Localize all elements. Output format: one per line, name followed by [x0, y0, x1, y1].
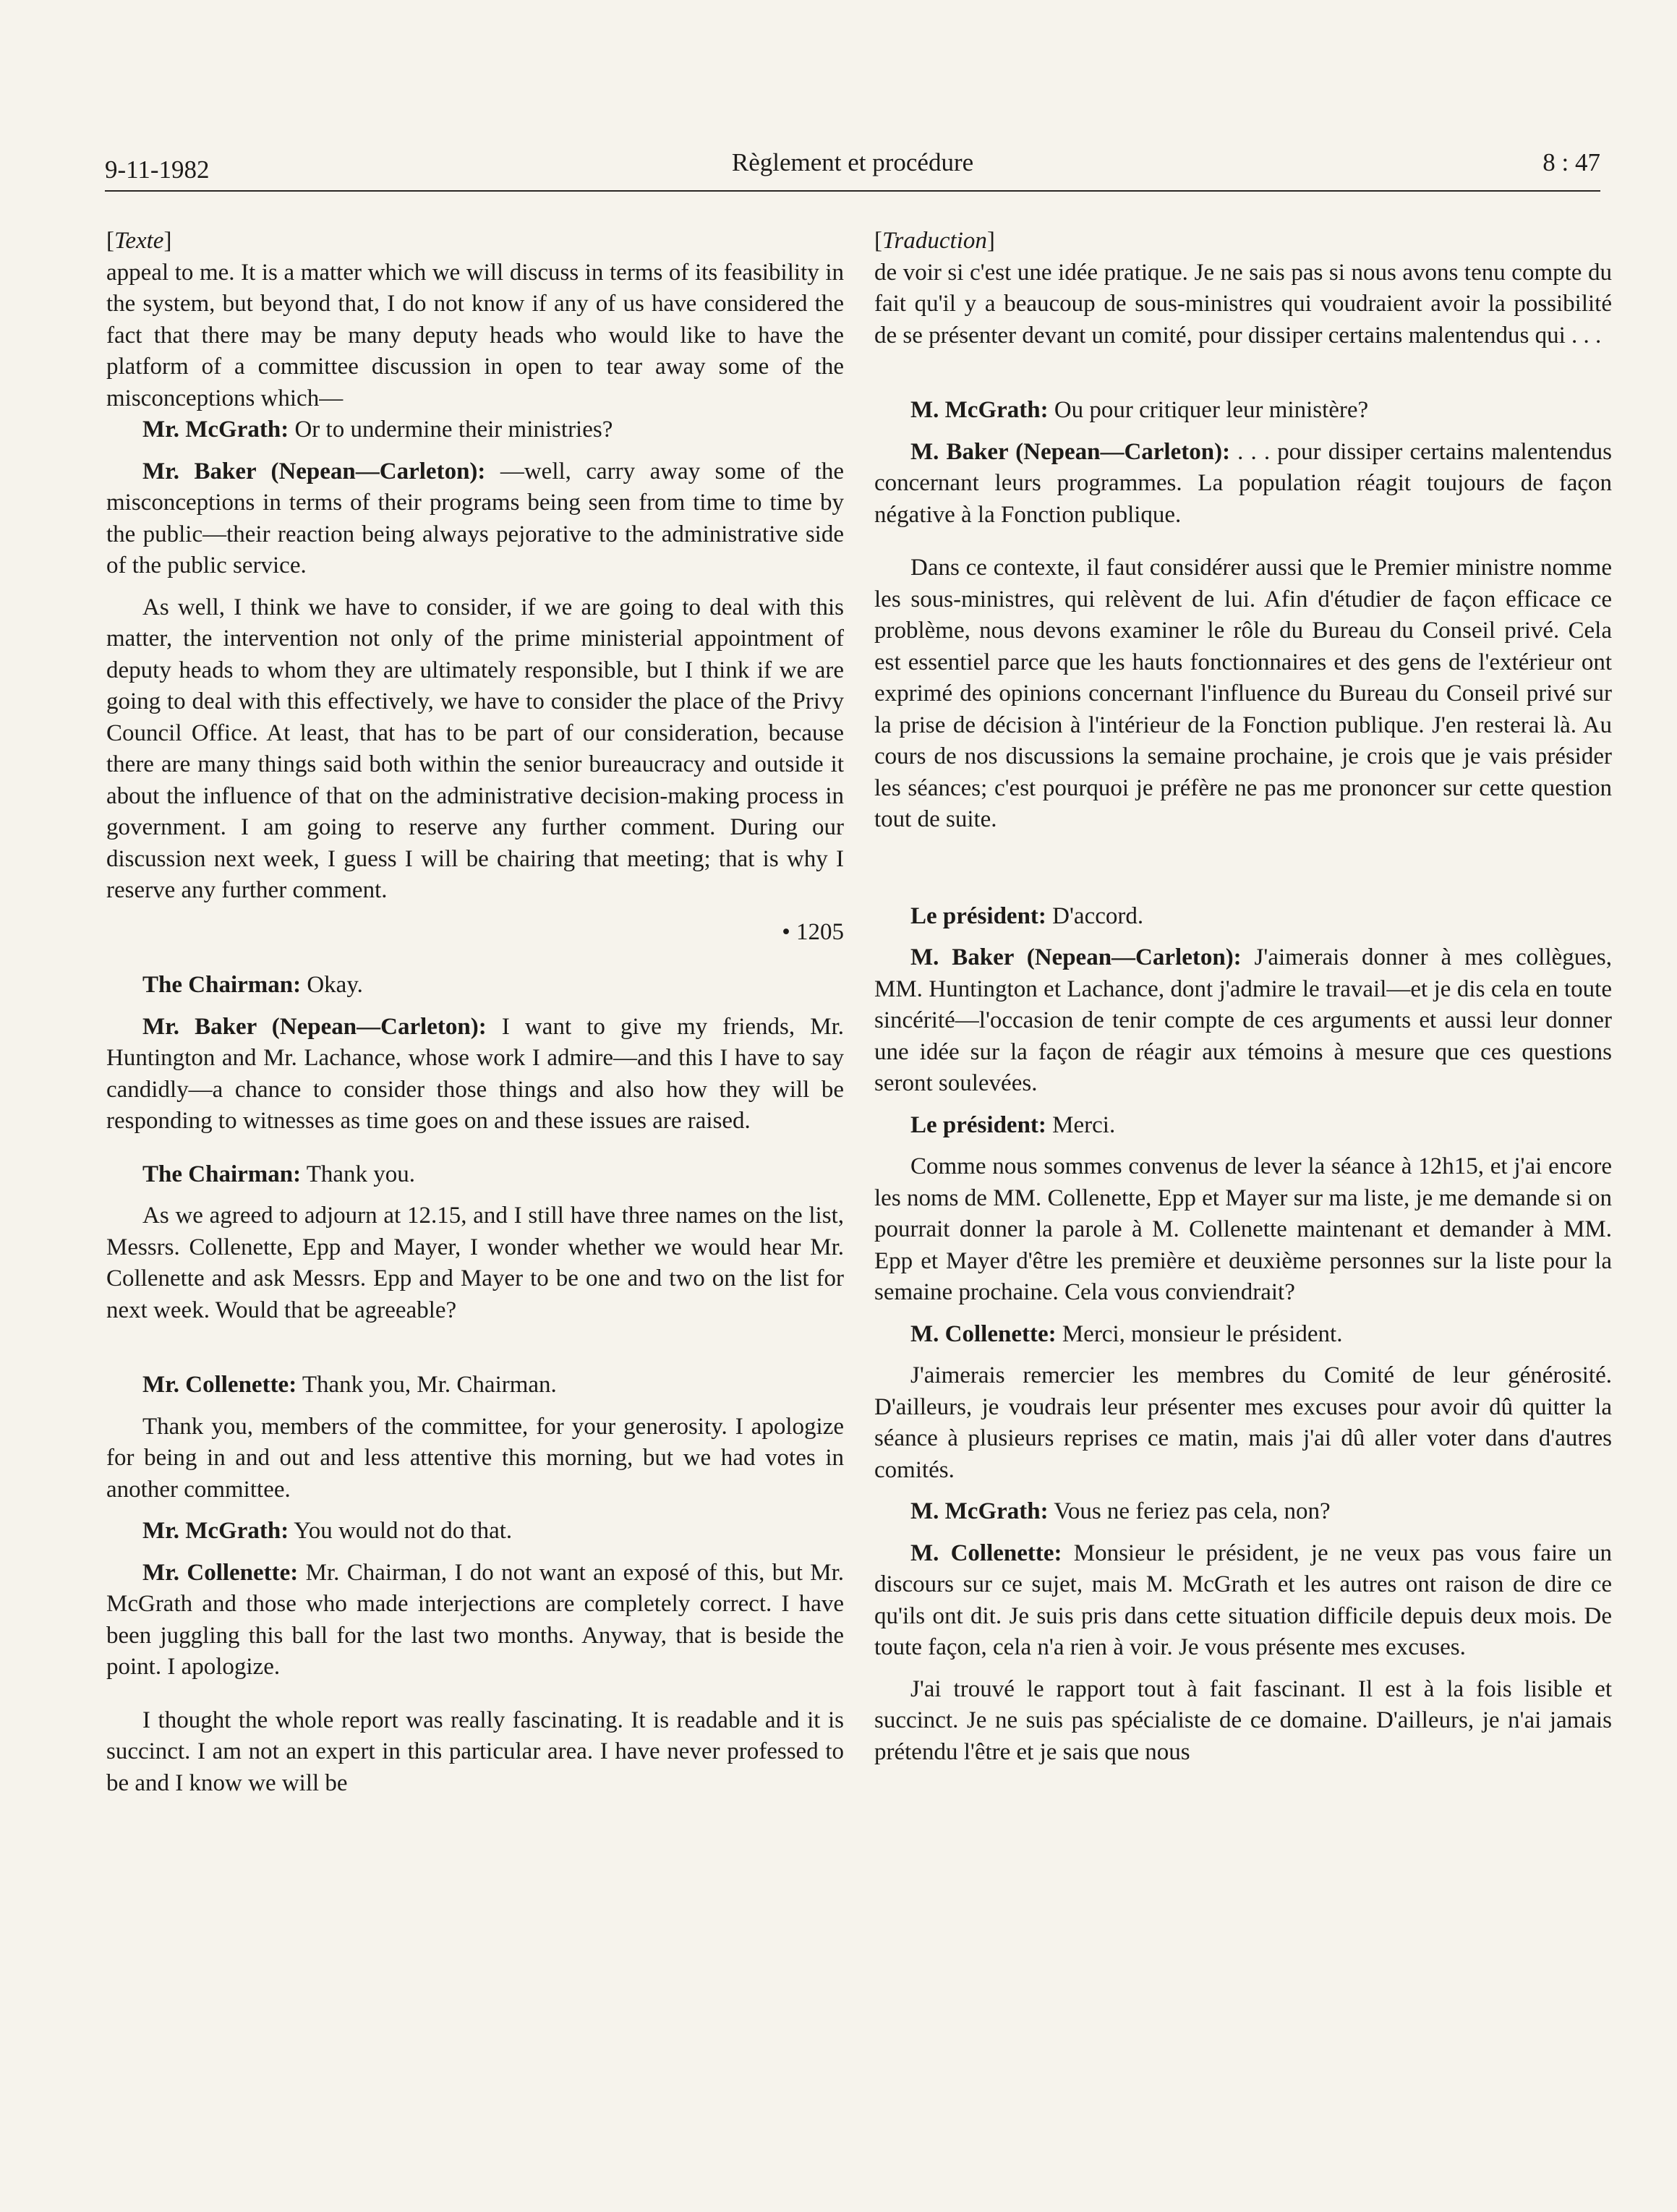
paragraph: As we agreed to adjourn at 12.15, and I still have three names on the list, Messrs. Collenette, Epp and Mayer, I wonder whether we would hear Mr. Collenette and ask Messrs. Epp and Mayer to be one and two on the list for next week. Would that be agreeable?: [106, 1203, 844, 1323]
paragraph: As well, I think we have to consider, if we are going to deal with this matter, the intervention not only of the prime ministerial appointment of deputy heads to whom they are ultimately responsible, but I think if we are going to deal with this effectively, we have to consider the place of the Privy Council Office. At least, that has to be part of our consideration, because there are many things said both within the senior bureaucracy and outside it about the influence of that on the administrative decision-making process in government. I am going to reserve any further comment. During our discussion next week, I guess I will be chairing that meeting; that is why I reserve any further comment.: [106, 594, 844, 903]
label-bracket-close: ]: [163, 228, 172, 254]
paragraph: Comme nous sommes convenus de lever la séance à 12h15, et j'ai encore les noms de MM. Collenette, Epp et Mayer sur ma liste, je me demande si on pourrait donner la parole à M. Collenette maintenant et demander à MM. Epp et Mayer d'être les première et deuxième personnes sur la liste pour la semaine prochaine. Cela vous conviendrait?: [874, 1153, 1612, 1305]
label-bracket-open: [: [106, 228, 114, 254]
speech-paragraph: [874, 942, 1612, 1100]
speech-paragraph: [106, 1516, 844, 1547]
label-text: Texte: [114, 228, 164, 254]
right-column-french: [874, 226, 1612, 1768]
label-text: Traduction: [882, 228, 987, 254]
paragraph: J'ai trouvé le rapport tout à fait fascinant. Il est à la fois lisible et succinct. Je ne suis pas spécialiste de ce domaine. D'ailleurs, je n'ai jamais prétendu l'être et je sais que nous: [874, 1675, 1612, 1765]
speaker-name: Mr. McGrath:: [142, 1518, 289, 1544]
speaker-name: Mr. McGrath:: [142, 417, 289, 443]
speaker-name: M. Baker (Nepean—Carleton):: [910, 438, 1231, 465]
speech-text: . . . pour dissiper certains malentendus concernant leurs programmes. La population réagit toujours de façon négative à la Fonction publique.: [874, 438, 1612, 528]
speech-paragraph: [106, 1012, 844, 1137]
speaker-name: The Chairman:: [142, 972, 302, 998]
speaker-name: Mr. Collenette:: [142, 1559, 299, 1586]
speaker-name: Le président:: [910, 902, 1046, 929]
speech-text: I want to give my friends, Mr. Huntington and Mr. Lachance, whose work I admire—and this I have to say candidly—a chance to consider those things and also how they will be responding to witnesses as time goes on and these issues are raised.: [106, 1013, 844, 1134]
left-column-english: [106, 226, 844, 1799]
speech-text: Merci, monsieur le président.: [1056, 1320, 1343, 1347]
speech-paragraph: [106, 1558, 844, 1683]
speech-text: Or to undermine their ministries?: [289, 417, 613, 443]
speech-text: Okay.: [301, 972, 363, 998]
speech-paragraph: [106, 456, 844, 582]
paragraph: de voir si c'est une idée pratique. Je ne sais pas si nous avons tenu compte du fait qu'il y a beaucoup de sous-ministres qui voudraient avoir la possibilité de se présenter devant un comité, pour dissiper certains malentendus qui . . .: [874, 259, 1612, 349]
speaker-name: Le président:: [910, 1111, 1046, 1138]
speech-text: Thank you.: [301, 1161, 416, 1187]
speech-paragraph: [106, 1159, 844, 1191]
speech-text: Mr. Chairman, I do not want an exposé of this, but Mr. McGrath and those who made interjections are completely correct. I have been juggling this ball for the last two months. Anyway, that is beside the point. I apologize.: [106, 1559, 844, 1680]
speech-text: —well, carry away some of the misconceptions in terms of their programs being seen from time to time by the public—their reaction being always pejorative to the administrative side of the public service.: [106, 458, 844, 578]
speech-text: Thank you, Mr. Chairman.: [296, 1372, 557, 1398]
speech-paragraph: [874, 901, 1612, 933]
speech-paragraph: [874, 1319, 1612, 1351]
speech-paragraph: [106, 414, 844, 446]
speaker-name: M. Baker (Nepean—Carleton):: [910, 944, 1242, 970]
column-label: [106, 226, 844, 257]
speech-text: Ou pour critiquer leur ministère?: [1048, 397, 1369, 423]
label-bracket-close: ]: [986, 228, 995, 254]
speaker-name: M. McGrath:: [910, 1498, 1049, 1524]
speaker-name: Mr. Baker (Nepean—Carleton):: [142, 458, 486, 484]
speech-paragraph: [106, 1370, 844, 1401]
header-page-number: 8 : 47: [1542, 148, 1600, 176]
speaker-name: The Chairman:: [142, 1161, 302, 1187]
speech-paragraph: [874, 1110, 1612, 1142]
speech-text: D'accord.: [1046, 902, 1144, 929]
column-label: [874, 226, 1612, 257]
paragraph: Dans ce contexte, il faut considérer aussi que le Premier ministre nomme les sous-ministres, qui relèvent de lui. Afin d'étudier de façon efficace ce problème, nous devons examiner le rôle du Bureau du Conseil privé. Cela est essentiel parce que les hauts fonctionnaires et des gens de l'extérieur ont exprimé des opinions concernant l'influence du Bureau du Conseil privé sur la prise de décision à l'intérieur de la Fonction publique. J'en resterai là. Au cours de nos discussions la semaine prochaine, je crois que je vais présider les séances; c'est pourquoi je préfère ne pas me prononcer sur cette question tout de suite.: [874, 555, 1612, 832]
label-bracket-open: [: [874, 228, 882, 254]
speech-text: Merci.: [1046, 1111, 1116, 1138]
speaker-name: Mr. Collenette:: [142, 1372, 297, 1398]
speaker-name: M. Collenette:: [910, 1540, 1062, 1566]
page-header: [105, 148, 1600, 192]
speaker-name: M. McGrath:: [910, 397, 1049, 423]
time-marker: • 1205: [782, 918, 844, 945]
header-date: 9-11-1982: [105, 155, 210, 184]
header-title: Règlement et procédure: [731, 148, 974, 176]
speech-text: J'aimerais donner à mes collègues, MM. Huntington et Lachance, dont j'admire le travail—et je dis cela en toute sincérité—l'occasion de tenir compte de ces arguments et aussi leur donner une idée sur la façon de réagir aux témoins à mesure que ces questions seront soulevées.: [874, 944, 1612, 1096]
speech-text: You would not do that.: [289, 1518, 513, 1544]
speaker-name: M. Collenette:: [910, 1320, 1057, 1347]
speech-paragraph: [874, 1538, 1612, 1664]
speaker-name: Mr. Baker (Nepean—Carleton):: [142, 1013, 487, 1040]
speech-paragraph: [106, 970, 844, 1002]
speech-paragraph: [874, 1496, 1612, 1528]
paragraph: I thought the whole report was really fascinating. It is readable and it is succinct. I am not an expert in this particular area. I have never professed to be and I know we will be: [106, 1707, 844, 1796]
paragraph: J'aimerais remercier les membres du Comité de leur générosité. D'ailleurs, je voudrais leur présenter mes excuses pour avoir dû quitter la séance à plusieurs reprises ce matin, mais j'ai dû aller voter dans d'autres comités.: [874, 1362, 1612, 1483]
speech-paragraph: [874, 395, 1612, 427]
speech-text: Vous ne feriez pas cela, non?: [1048, 1498, 1331, 1524]
paragraph: appeal to me. It is a matter which we will discuss in terms of its feasibility in the system, but beyond that, I do not know if any of us have considered the fact that there may be many deputy heads who would like to have the platform of a committee discussion in open to tear away some of the misconceptions which—: [106, 259, 844, 411]
header-rule: [105, 190, 1600, 192]
speech-paragraph: [874, 437, 1612, 531]
paragraph: Thank you, members of the committee, for your generosity. I apologize for being in and out and less attentive this morning, but we had votes in another committee.: [106, 1413, 844, 1503]
speech-text: Monsieur le président, je ne veux pas vous faire un discours sur ce sujet, mais M. McGrath et les autres ont raison de dire ce qu'ils ont dit. Je suis pris dans cette situation difficile depuis deux mois. De toute façon, cela n'a rien à voir. Je vous présente mes excuses.: [874, 1540, 1613, 1660]
